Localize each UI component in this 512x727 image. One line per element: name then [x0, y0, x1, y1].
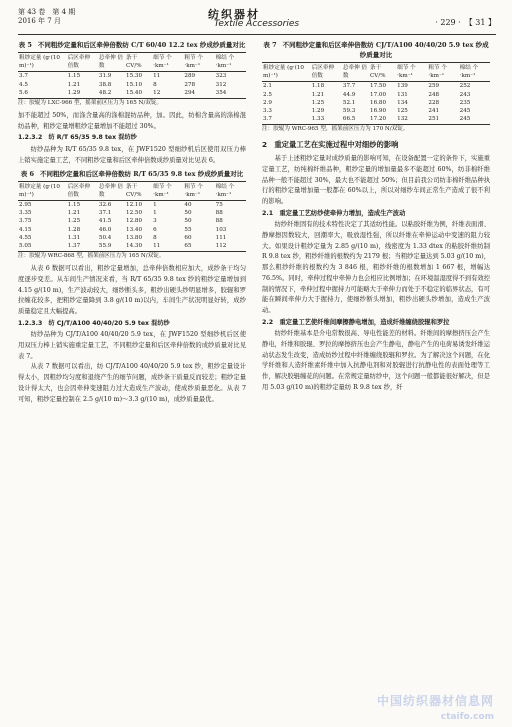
table-cell: 4.5 [19, 81, 28, 88]
table7-note: 注：胶辊为 WRC-965 型，摇架前区压力为 170 N/双锭。 [262, 124, 490, 134]
table-cell: 15.30 [126, 73, 143, 80]
table6-caption [18, 169, 246, 179]
table-row [18, 217, 246, 225]
table-cell: 55 [184, 226, 192, 233]
col-header: 粗纱定量 (g·(10 m)⁻¹) [262, 63, 311, 82]
table-cell: 294 [184, 89, 196, 96]
col-header: 总牵伸 倍数 [342, 63, 369, 82]
col-header: 条干 CV/% [125, 181, 152, 200]
col-header: 总牵伸 倍数 [98, 53, 125, 72]
table-cell: 1.29 [311, 108, 325, 115]
table-cell: 2.95 [19, 201, 32, 208]
col-header: 条干 CV/% [125, 53, 152, 72]
table6 [18, 181, 246, 252]
table-cell: 17.20 [370, 116, 387, 123]
table-cell: 131 [397, 91, 408, 98]
table-cell: 12.10 [126, 201, 143, 208]
table-cell: 2.1 [263, 83, 272, 90]
table-cell: 2.5 [263, 91, 272, 98]
table-cell: 16.80 [370, 99, 387, 106]
table-cell: 11 [153, 242, 161, 249]
table-cell: 289 [184, 73, 196, 80]
table-cell: 1.25 [311, 99, 325, 106]
col-header: 总牵伸 倍数 [98, 181, 125, 200]
table-cell: 1.21 [311, 91, 325, 98]
table-cell: 241 [428, 108, 440, 115]
watermark-url: ctaifo.com [440, 712, 494, 722]
table-cell: 14.30 [126, 242, 143, 249]
table-cell: 17.50 [370, 83, 387, 90]
table6-title: 不同粗纱定量和后区牵伸倍数纺 R/T 65/35 9.8 tex 纱成纱质量对比 [40, 169, 244, 178]
table-cell: 1.25 [67, 218, 81, 225]
journal-name: Textile Accessories [214, 19, 300, 29]
col-header: 细节 个·km⁻¹ [396, 63, 427, 82]
table7-number: 表 7 [263, 41, 277, 49]
table-cell: 50 [184, 218, 192, 225]
table-row [18, 226, 246, 234]
watermark-site-name: 中国纺织器材信息网 [376, 694, 494, 708]
table-cell: 12 [153, 89, 161, 96]
table-cell: 5.6 [19, 89, 28, 96]
table-cell: 111 [215, 234, 227, 241]
table-cell: 251 [428, 116, 440, 123]
table-cell: 59.3 [342, 108, 356, 115]
col-header: 后区牵伸 倍数 [311, 63, 342, 82]
paragraph: 纺纱品种为 CJ/T/A100 40/40/20 5.9 tex，在 JWF1520 型细纱机后区使用双压力棒上销实施重定量工艺，不同粗纱定量和后区牵伸倍数的成纱质量对比见表 7。 [18, 331, 246, 360]
table-row [18, 242, 246, 251]
table-cell: 245 [459, 108, 471, 115]
table-cell: 40 [184, 201, 192, 208]
issue-info [18, 8, 75, 26]
volume-label: 第 43 卷 第 4 期 [18, 8, 76, 16]
table-cell: 65 [184, 242, 192, 249]
table-cell: 16.90 [370, 108, 387, 115]
table5-caption [18, 40, 246, 50]
table-cell: 13.40 [126, 226, 143, 233]
table-cell: 1.21 [67, 210, 81, 217]
table-cell: 17.00 [370, 91, 387, 98]
table-cell: 235 [459, 99, 471, 106]
table7-caption [262, 40, 490, 60]
table6-header-row [18, 181, 246, 200]
col-header: 细节 个·km⁻¹ [152, 53, 183, 72]
table-cell: 44.9 [342, 91, 356, 98]
table-cell: 38.8 [98, 81, 112, 88]
table-cell: 103 [215, 226, 227, 233]
table-cell: 8 [153, 81, 157, 88]
col-header: 粗纱定量 (g·(10 m)⁻¹) [18, 53, 67, 72]
section-heading: 2.1 重定量工艺纺纱使牵伸力增加，造成生产波动 [262, 209, 406, 217]
table-cell: 1.37 [67, 242, 81, 249]
table-cell: 66.5 [342, 116, 356, 123]
table-cell: 15.40 [126, 89, 143, 96]
table-cell: 8 [153, 234, 157, 241]
table-cell: 245 [459, 116, 471, 123]
table-cell: 112 [215, 242, 227, 249]
table7-header-row [262, 63, 490, 82]
table-cell: 2.9 [263, 99, 272, 106]
table-cell: 312 [215, 81, 227, 88]
table-cell: 3.7 [263, 116, 272, 123]
table-cell: 31.9 [98, 73, 112, 80]
table-cell: 5.05 [19, 242, 32, 249]
table-cell: 32.6 [98, 201, 112, 208]
table-row [18, 72, 246, 81]
table7-title: 不同粗纱定量和后区牵伸倍数纺 CJ/T/A100 40/40/20 5.9 tex 纱成纱质量对比 [282, 41, 489, 59]
col-header: 细节 个·km⁻¹ [152, 181, 183, 200]
table-cell: 11 [153, 73, 161, 80]
table-cell: 259 [428, 83, 440, 90]
right-column [262, 40, 490, 394]
table-cell: 3.75 [19, 218, 32, 225]
table-cell: 132 [397, 116, 408, 123]
table-cell: 15.10 [126, 81, 143, 88]
table-cell: 1 [153, 210, 157, 217]
table-cell: 3.7 [19, 73, 28, 80]
table5-note: 注：胶辊为 LXC-966 型，摇架前区压力为 165 N/双锭。 [18, 98, 246, 108]
table-cell: 88 [215, 210, 223, 217]
table-cell: 1.15 [67, 201, 81, 208]
paragraph: 从表 6 数据可以看出，粗纱定量增加，总牵伸倍数相应加大，成纱条干均匀度逐步变差。从车间生产情况来看，当 R/T 65/35 9.8 tex 纱的粗纱定量增加到 4.15 g/(10 m)，生产波动较大，细纱断头多，粗纱出硬头纱明显增多，胶辊和罗拉缠花较多，把粗纱定量降到 3.8 g/(10 m)以内，车间生产状况明显好转，成纱质量稳定且大幅提高。 [18, 265, 246, 315]
table-cell: 46.0 [98, 226, 112, 233]
table-cell: 354 [215, 89, 227, 96]
table-cell: 6 [153, 226, 157, 233]
table-row [262, 115, 490, 124]
table-row [262, 91, 490, 99]
col-header: 棉结 个·km⁻¹ [459, 63, 490, 82]
date-label: 2016 年 7 月 [18, 17, 61, 25]
paragraph: 纺纱纤维基本是介电常数很高、导电性能差的材料。纤维间的摩擦挤压会产生静电，纤维和胶辊、罗拉的摩擦挤压也会产生静电，静电产生的电荷易诱发纤维运动状态发生改变，造成纺纱过程中纤维缠绕胶辊和罗拉。为了解决这个问题，在化学纤维和人造纤维素纤维中加入抗静电剂和对胶辊进行抗静电性的表面处理等工作，解决胶辊缠花的问题。在常规定量纺纱中，这个问题一般都能很好解决，但是用 5.03 g/(10 m)的粗纱定量纺 R 9.8 tex 纱，纤 [262, 330, 490, 391]
table-cell: 1 [153, 201, 157, 208]
table-cell: 4.15 [19, 226, 32, 233]
table-cell: 323 [215, 73, 227, 80]
section-heading: 1.2.3.2 纺 R/T 65/35 9.8 tex 混纺纱 [18, 134, 137, 142]
table-cell: 252 [459, 83, 471, 90]
table-cell: 48.2 [98, 89, 112, 96]
section-heading: 2.2 重定量工艺使纤维间摩擦静电增加，造成纤维缠绕胶辊和罗拉 [262, 318, 450, 326]
col-header: 棉结 个·km⁻¹ [215, 181, 246, 200]
section-heading: 1.2.3.3 纺 CJ/T/A100 40/40/20 5.9 tex 混纺纱 [18, 319, 170, 327]
col-header: 条干 CV/% [369, 63, 396, 82]
table-cell: 1.29 [67, 89, 81, 96]
table-cell: 4.55 [19, 234, 32, 241]
journal-logo: 纺织器材 [208, 8, 260, 21]
table-row [18, 200, 246, 209]
table7 [262, 62, 490, 124]
table5-header-row [18, 53, 246, 72]
table-cell: 41.5 [98, 218, 112, 225]
paragraph: 基于上述粗纱定量对成纱质量的影响可知，在设备配置一定的条件下，实施重定量工艺，纺纯棉纤维品种，粗纱定量的增加量最多不能超过 60%，纺非棉纤维品种一般不能超过 30%，最大也不能超过 50%；但目前我公司纺非棉纤维品种执行的粗纱定量增加量一般都在 60%以上，所以对细纱车间正常生产造成了很不利的影响。 [262, 155, 490, 205]
table-cell: 243 [459, 91, 471, 98]
col-header: 粗节 个·km⁻¹ [183, 181, 214, 200]
table-cell: 139 [397, 83, 408, 90]
table-cell: 50 [184, 210, 192, 217]
table-cell: 3 [153, 218, 157, 225]
table-cell: 37.1 [98, 210, 112, 217]
table-cell: 13.80 [126, 234, 143, 241]
col-header: 后区牵伸 倍数 [67, 181, 98, 200]
table-cell: 52.1 [342, 99, 356, 106]
table-cell: 134 [397, 99, 408, 106]
left-column [18, 40, 246, 405]
col-header: 粗纱定量 (g·(10 m)⁻¹) [18, 181, 67, 200]
table-cell: 12.50 [126, 210, 143, 217]
section-heading: 2 重定量工艺在实施过程中对细纱的影响 [262, 140, 399, 150]
paragraph: 加不能超过 50%，而涤含量高的涤棉混纺品种，加。因此，纺棉含量高的涤棉混纺品种，粗纱定量增粗纱定量增加不能超过 30%。 [18, 112, 246, 130]
table6-number: 表 6 [20, 169, 35, 178]
table5 [18, 52, 246, 98]
table-cell: 50.4 [98, 234, 112, 241]
table5-title: 不同粗纱定量和后区牵伸倍数纺 C/T 60/40 12.2 tex 纱成纱质量对比 [37, 41, 246, 49]
table5-number: 表 5 [18, 41, 32, 49]
table-cell: 1.33 [311, 116, 325, 123]
table-cell: 3.3 [263, 108, 272, 115]
table-cell: 55.9 [98, 242, 112, 249]
paragraph: 纺纱品种为 R/T 65/35 9.8 tex，在 JWF1520 型细纱机后区使用双压力棒上销实施定量工艺，不同粗纱定量和后区牵伸倍数成纱质量对比见表 6。 [18, 146, 246, 164]
table-cell: 1.18 [311, 83, 325, 90]
table-cell: 1.28 [67, 226, 81, 233]
table-row [18, 89, 246, 98]
table-cell: 37.7 [342, 83, 356, 90]
table-cell: 75 [215, 201, 223, 208]
table-cell: 12.80 [126, 218, 143, 225]
table-row [262, 99, 490, 107]
page-header [18, 6, 496, 34]
table-cell: 278 [184, 81, 196, 88]
table-row [18, 209, 246, 217]
paragraph: 从表 7 数据可以看出，纺 CJ/T/A100 40/40/20 5.9 tex 纱，粗纱定量设计得太小，因粗纱均匀度和退绕产生的细节问题，成纱条干质量反而较差；粗纱定量设计得太大，也会因牵伸变速阻力过大造成生产波动，使成纱质量恶化。从表 7 可知，粗纱定量控制在 2.5 g/(10 m)～3.3 g/(10 m)，成纱质量最优。 [18, 363, 246, 403]
table-row [18, 234, 246, 242]
table-cell: 1.21 [67, 81, 81, 88]
paragraph: 纺纱纤维固有的技术特性决定了其适纺性能。以粘胶纤维为例，纤维表面滑、静摩擦因数较大，回潮率大，吸放湿性强，所以纤维在牵伸运动中变速的阻力较大。如果设计粗纱定量为 2.85 g/(10 m)，线密度为 1.33 dtex 的粘胶纤维纺制 R 9.8 tex 纱，粗纱纤维的根数约为 2179 根；当粗纱定量达到 5.03 g/(10 m)，那么粗纱纤维的根数约为 3 846 根，粗纱纤维的根数增加 1 667 根，增幅达 76.5%。同时，牵伸过程中牵伸力也会相应比例增加；在环境温湿度得不到有效控制的情况下，牵伸过程中握持力可能略大于牵伸力而处于不稳定的临界状态，有可能在瞬间牵伸力大于握持力，使细纱断头增加，粗纱出硬头纱增加，造成生产波动。 [262, 221, 490, 314]
col-header: 粗节 个·km⁻¹ [183, 53, 214, 72]
table-cell: 248 [428, 91, 440, 98]
table6-note: 注：胶辊为 WRC-868 型，摇架前区压力为 165 N/双锭。 [18, 251, 246, 261]
table-cell: 88 [215, 218, 223, 225]
table-cell: 1.31 [67, 234, 81, 241]
table-cell: 1.15 [67, 73, 81, 80]
table-cell: 228 [428, 99, 440, 106]
table-row [262, 107, 490, 115]
header-rule [18, 34, 496, 35]
table-row [18, 81, 246, 89]
col-header: 棉结 个·km⁻¹ [215, 53, 246, 72]
page-number: · 229 · 【 31 】 [435, 18, 496, 27]
table-cell: 60 [184, 234, 192, 241]
table-row [262, 82, 490, 91]
col-header: 后区牵伸 倍数 [67, 53, 98, 72]
table-cell: 3.35 [19, 210, 32, 217]
col-header: 粗节 个·km⁻¹ [427, 63, 458, 82]
table-cell: 125 [397, 108, 408, 115]
